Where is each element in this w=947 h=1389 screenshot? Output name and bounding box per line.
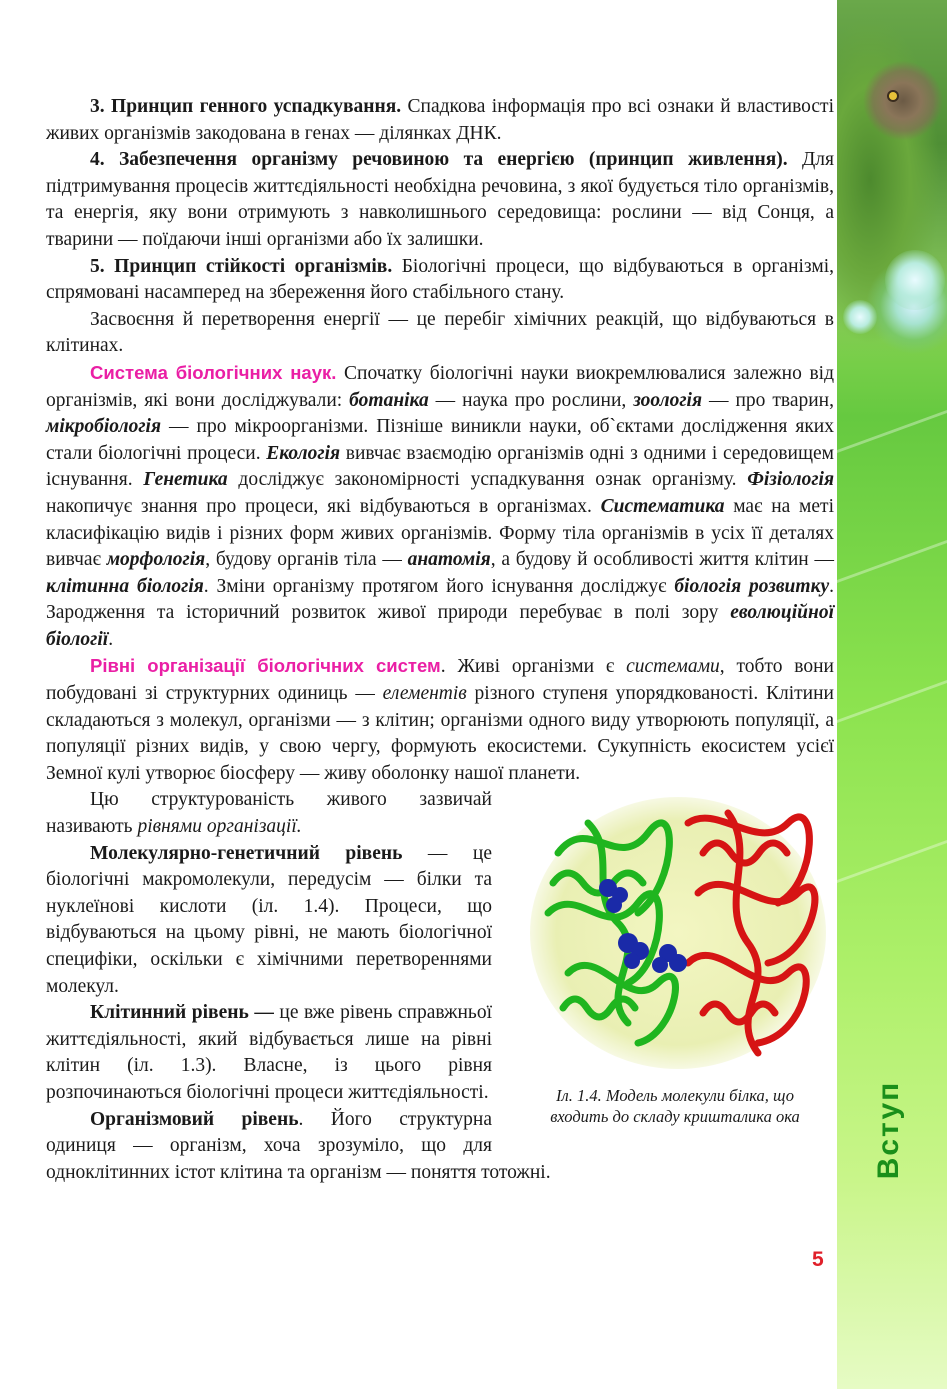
level-heading: Організмовий рівень (90, 1108, 299, 1130)
paragraph-cellular-level: Клітинний рівень — це вже рівень справжньої життєдіяльності, який відбувається лише на рівні клітин (іл. 1.3). Власне, із цього рівня розпочинаються біологічні процеси життєдіяльності. (46, 1002, 492, 1103)
nature-photo-collage (837, 0, 947, 360)
term: Фізіологія (747, 469, 834, 491)
paragraph-structuredness: Цю структурованість живого зазвичай називають рівнями організації. (46, 789, 492, 838)
level-heading: Молекулярно-генетичний рівень (90, 842, 403, 864)
principle-heading: 4. Забезпечення організму речовиною та енергією (принцип живлення). (90, 149, 788, 171)
section-label: Вступ (872, 1080, 905, 1180)
section-heading: Система біологічних наук. (90, 361, 337, 383)
figure-caption: Іл. 1.4. Модель молекули білка, що входить до складу кришталика ока (550, 1086, 800, 1127)
paragraph-nutrition: 4. Забезпечення організму речовиною та енергією (принцип живлення). Для підтримування процесів життєдіяльності необхідна речовина, з якої будується тіло організмів, та енергія, яку вони отримують з навколишнього середовища: рослини — від Сонця, а тварини — поїдаючи інші організми або їх залишки. (46, 149, 834, 250)
band-stripe (837, 680, 947, 723)
cell-image (885, 250, 945, 310)
term: системами (626, 656, 720, 678)
term: ботаніка (349, 389, 429, 411)
paragraph-stability: 5. Принцип стійкості організмів. Біологічні процеси, що відбуваються в організмі, спрямовані насамперед на збереження його стабільного стану. (46, 255, 834, 304)
principle-heading: 5. Принцип стійкості організмів. (90, 255, 393, 277)
term: біологія розвитку (674, 575, 830, 597)
band-stripe (837, 540, 947, 583)
paragraph-genetic-inheritance: 3. Принцип генного успадкування. Спадкова інформація про всі ознаки й властивості живих організмів закодована в генах — ділянках ДНК. (46, 96, 834, 144)
paragraph-organism-level: Організмовий рівень. Його структурна одиниця — організм, хоча зрозуміло, що для одноклітинних істот клітина та організм — поняття тотожні. (46, 1108, 551, 1183)
paragraph-organization-levels: Рівні організації біологічних систем. Живі організми є системами, тобто вони побудовані зі структурних одиниць — елементів різного ступеня упорядкованості. Клітини складаються з молекул, організми — з клітин; організми одного виду утворюють популяції, а популяції різних видів, у свою чергу, формують екосистеми. Сукупність екосистем усієї Земної кулі утворює біосферу — живу оболонку нашої планети. (46, 655, 834, 784)
term: Систематика (600, 495, 725, 517)
section-heading: Рівні організації біологічних систем (90, 655, 441, 677)
band-stripe (837, 410, 947, 453)
term: рівнями організації. (137, 816, 302, 838)
term: Екологія (266, 442, 341, 464)
term: Генетика (143, 469, 228, 491)
level-heading: Клітинний рівень — (90, 1002, 274, 1024)
term: зоологія (633, 389, 703, 411)
protein-ribbon-illustration (528, 793, 828, 1075)
band-stripe (837, 840, 947, 883)
page-number: 5 (812, 1248, 824, 1271)
term: елементів (382, 683, 467, 705)
main-text (46, 94, 834, 1186)
term: еволюційної біології (46, 602, 834, 650)
paragraph-molecular-level: Молекулярно-генетичний рівень — це біологічні макромолекули, передусім — білки та нуклеїнові кислоти (іл. 1.4). Процеси, що відбуваються на цьому рівні, не мають біологічної специфіки, оскільки є хімічними перетвореннями молекул. (46, 842, 492, 997)
paragraph-energy: Засвоєння й перетворення енергії — це перебіг хімічних реакцій, що відбуваються в клітинах. (46, 308, 834, 357)
term: мікробіологія (46, 416, 161, 438)
term: морфологія (106, 549, 206, 571)
term: клітинна біологія (46, 575, 204, 597)
side-decorative-band (837, 0, 947, 1389)
paragraph-biological-sciences: Система біологічних наук. Спочатку біологічні науки виокремлювалися залежно від організмів, які вони досліджували: ботаніка — наука про рослини, зоологія — про тварин, мікробіологія — про мікроорганізми. Пізніше виникли науки, об`єктами дослідження яких стали біологічні процеси. Екологія вивчає взаємодію організмів одні з одними і середовищем існування. Генетика досліджує закономірності успадкування ознак організму. Фізіологія накопичує знання про процеси, які відбуваються в організмах. Систематика має на меті класифікацію видів і різних форм живих організмів. Форму тіла організмів в усіх її деталях вивчає морфологія, будову органів тіла — анатомія, а будову й особливості життя клітин — клітинна біологія. Зміни організму протягом його існування досліджує біологія розвитку. Зародження та історичний розвиток живої природи перебуває в полі зору еволюційної біології. (46, 361, 834, 650)
protein-model-image (528, 793, 828, 1075)
cell-image (843, 300, 877, 334)
owl-image (889, 92, 897, 100)
principle-heading: 3. Принцип генного успадкування. (90, 96, 402, 117)
protein-figure (516, 793, 834, 1127)
term: анатомія (407, 549, 491, 571)
